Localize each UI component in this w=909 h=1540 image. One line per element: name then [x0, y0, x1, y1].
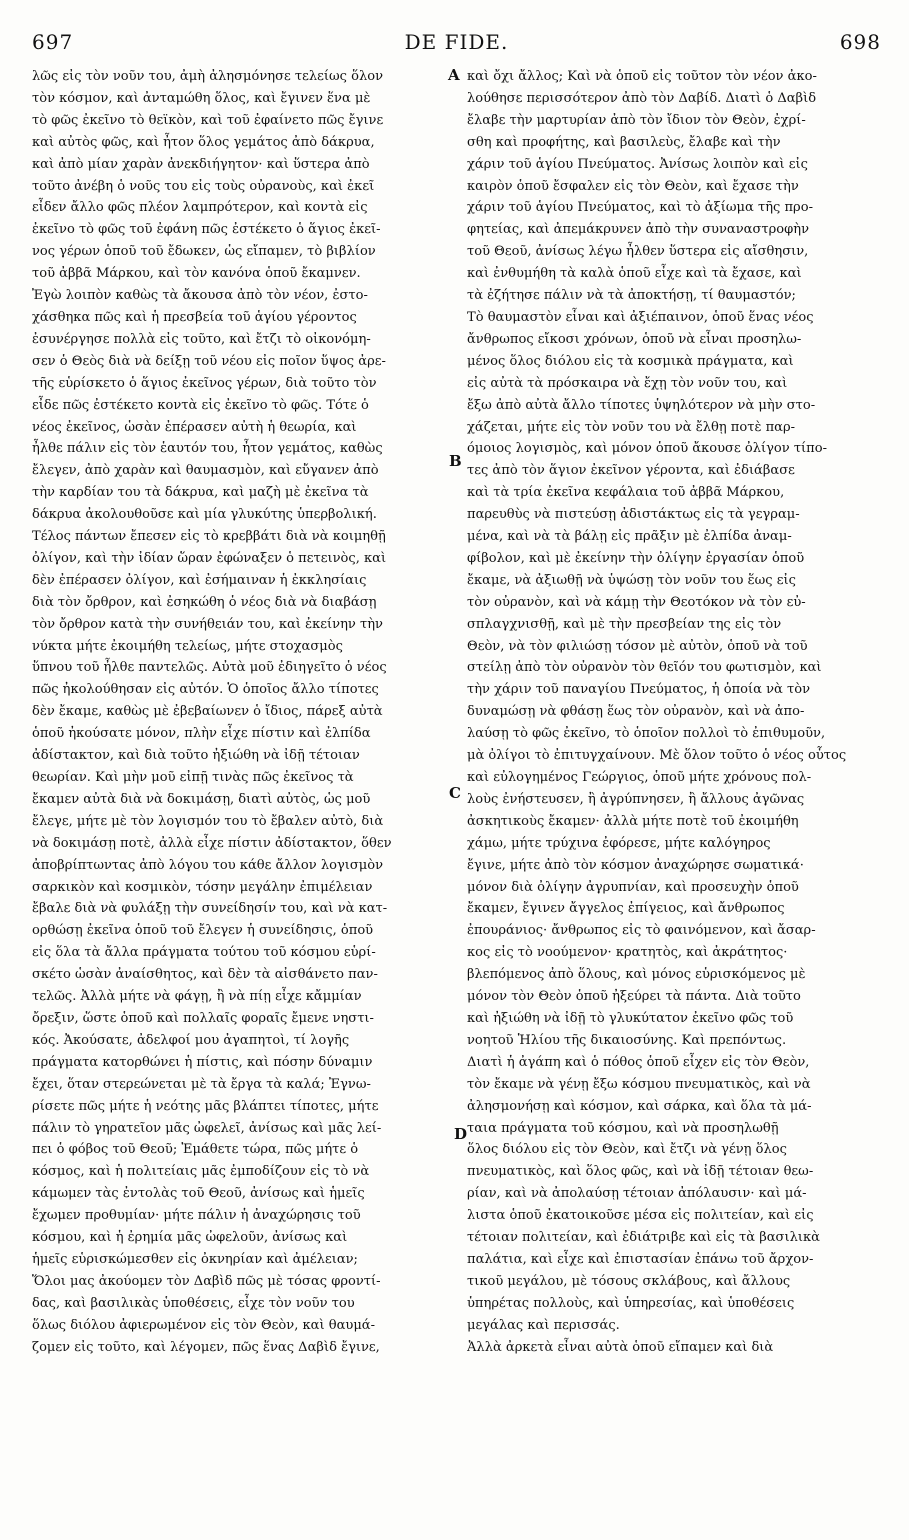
- text-line: ἔγινε, μήτε ἀπὸ τὸν κόσμον ἀναχώρησε σωματικά·: [467, 857, 804, 873]
- text-line: ἔκαμεν, ἔγινεν ἄγγελος ἐπίγειος, καὶ ἄνθρωπος: [467, 901, 785, 917]
- text-line: ἐσυνέργησε πολλὰ εἰς τοῦτο, καὶ ἔτζι τὸ οἰκονόμη-: [32, 331, 371, 347]
- text-line: Διατὶ ἡ ἀγάπη καὶ ὁ πόθος ὁποῦ εἶχεν εἰς τὸν Θεὸν,: [467, 1054, 810, 1070]
- text-line: μεγάλας καὶ περισσάς.: [467, 1317, 620, 1333]
- text-line: χάριν τοῦ ἁγίου Πνεύματος, καὶ τὸ ἀξίωμα τῆς προ-: [467, 200, 813, 216]
- text-line: κόσμος, καὶ ἡ πολιτείαις μᾶς ἐμποδίζουν εἰς τὸ νὰ: [32, 1164, 370, 1180]
- page-number-right: 698: [839, 30, 881, 54]
- margin-mark-c: C: [449, 784, 461, 802]
- text-line: ὅλως διόλου ἀφιερωμένον εἰς τὸν Θεὸν, καὶ θαυμά-: [32, 1317, 376, 1333]
- page-number-left: 697: [32, 30, 74, 54]
- text-line: τοῦτο ἀνέβη ὁ νοῦς του εἰς τοὺς οὐρανοὺς, καὶ ἐκεῖ: [32, 178, 375, 194]
- right-text-column: [467, 66, 881, 1358]
- text-line: ρίσετε πῶς μήτε ἡ νεότης μᾶς βλάπτει τίποτες, μήτε: [32, 1098, 379, 1114]
- text-line: κός. Ἀκούσατε, ἀδελφοί μου ἀγαπητοὶ, τί λογῆς: [32, 1032, 350, 1048]
- text-line: ἔκαμεν αὐτὰ διὰ νὰ δοκιμάσῃ, διατὶ αὐτὸς, ὡς μοῦ: [32, 791, 371, 807]
- text-line: Τὸ θαυμαστὸν εἶναι καὶ ἀξιέπαινον, ὁποῦ ἕνας νέος: [467, 309, 814, 325]
- text-line: τὸ φῶς ἐκεῖνο τὸ θεϊκὸν, καὶ τοῦ ἐφαίνετο πῶς ἔγινε: [32, 112, 384, 128]
- text-line: τῆς εὑρίσκετο ὁ ἅγιος ἐκεῖνος γέρων, διὰ τοῦτο τὸν: [32, 375, 377, 391]
- text-line: χάσθηκα πῶς καὶ ἡ πρεσβεία τοῦ ἁγίου γέροντος: [32, 309, 357, 325]
- text-line: πνευματικὸς, καὶ ὅλος φῶς, καὶ νὰ ἰδῇ τέτοιαν θεω-: [467, 1164, 814, 1180]
- text-line: φίβολον, καὶ μὲ ἐκείνην τὴν ὀλίγην ἐργασίαν ὁποῦ: [467, 550, 805, 566]
- text-line: λούθησε περισσότερον ἀπὸ τὸν Δαβίδ. Διατὶ ὁ Δαβὶδ: [467, 90, 817, 106]
- text-line: ζομεν εἰς τοῦτο, καὶ λέγομεν, πῶς ἕνας Δαβὶδ ἔγινε,: [32, 1339, 380, 1355]
- text-line: μόνον τὸν Θεὸν ὁποῦ ἠξεύρει τὰ πάντα. Διὰ τοῦτο: [467, 989, 801, 1005]
- text-line: τὸν ἔκαμε νὰ γένῃ ἔξω κόσμου πνευματικὸς, καὶ νὰ: [467, 1076, 811, 1092]
- text-line: ὕπνου τοῦ ἦλθε παντελῶς. Αὐτὰ μοῦ ἐδιηγεῖτο ὁ νέος: [32, 660, 387, 676]
- text-line: τελῶς. Ἀλλὰ μήτε νὰ φάγῃ, ἢ νὰ πίῃ εἶχε κἄμμίαν: [32, 989, 362, 1005]
- text-line: ἄνθρωπος εἴκοσι χρόνων, ὁποῦ νὰ εἶναι προσηλω-: [467, 331, 802, 347]
- text-line: ἀδίστακτον, καὶ διὰ τοῦτο ἠξιώθη νὰ ἰδῇ τέτοιαν: [32, 748, 360, 764]
- text-line: Ἐγὼ λοιπὸν καθὼς τὰ ἄκουσα ἀπὸ τὸν νέον, ἐστο-: [32, 288, 368, 304]
- text-line: παρευθὺς νὰ πιστεύσῃ ἀδιστάκτως εἰς τὰ γεγραμ-: [467, 507, 800, 523]
- text-line: ἔλεγε, μήτε μὲ τὸν λογισμόν του τὸ ἔβαλεν αὐτὸ, διὰ: [32, 813, 384, 829]
- text-line: ὁποῦ ἠκούσατε μόνον, πλὴν εἶχε πίστιν καὶ ἐλπίδα: [32, 726, 371, 742]
- text-line: τὴν χάριν τοῦ παναγίου Πνεύματος, ἡ ὁποία νὰ τὸν: [467, 682, 810, 698]
- margin-mark-a: A: [448, 66, 460, 84]
- text-line: Τέλος πάντων ἔπεσεν εἰς τὸ κρεββάτι διὰ νὰ κοιμηθῇ: [32, 529, 386, 545]
- text-line: δὲν ἔκαμε, καθὼς μὲ ἐβεβαίωνεν ὁ ἴδιος, πάρεξ αὐτὰ: [32, 704, 383, 720]
- text-line: χάμω, μήτε τρύχινα ἐφόρεσε, μήτε καλόγηρος: [467, 835, 771, 851]
- text-line: Ὅλοι μας ἀκούομεν τὸν Δαβὶδ πῶς μὲ τόσας φροντί-: [32, 1273, 381, 1289]
- margin-mark-b: B: [449, 452, 462, 470]
- text-line: κόσμου, καὶ ἡ ἐρημία μᾶς ὠφελοῦν, ἀνίσως καὶ: [32, 1230, 348, 1246]
- text-line: καὶ τὰ τρία ἐκεῖνα κεφάλαια τοῦ ἀββᾶ Μάρκου,: [467, 485, 785, 501]
- running-title: DE FIDE.: [404, 30, 509, 54]
- text-line: φητείας, καὶ ἀπεμάκρυνεν ἀπὸ τὴν συναναστροφὴν: [467, 222, 809, 238]
- text-line: ἀσκητικοὺς ἔκαμεν· ἀλλὰ μήτε ποτὲ τοῦ ἐκοιμήθη: [467, 813, 799, 829]
- text-line: εἶδεν ἄλλο φῶς πλέον λαμπρότερον, καὶ κοντὰ εἰς: [32, 200, 368, 216]
- text-line: καὶ ἠξιώθη νὰ ἰδῇ τὸ γλυκύτατον ἐκεῖνο φῶς τοῦ: [467, 1010, 794, 1026]
- text-line: πει ὁ φόβος τοῦ Θεοῦ; Ἐμάθετε τώρα, πῶς μήτε ὁ: [32, 1142, 359, 1158]
- text-line: εἰς αὐτὰ τὰ πρόσκαιρα νὰ ἔχῃ τὸν νοῦν του, καὶ: [467, 375, 788, 391]
- text-line: δας, καὶ βασιλικὰς ὑποθέσεις, εἶχε τὸν νοῦν του: [32, 1295, 355, 1311]
- text-line: καὶ ἐνθυμήθη τὰ καλὰ ὁποῦ εἶχε καὶ τὰ ἔχασε, καὶ: [467, 266, 802, 282]
- text-line: ἔβαλε διὰ νὰ φυλάξῃ τὴν συνείδησίν του, καὶ νὰ κατ-: [32, 901, 388, 917]
- text-line: τὴν καρδίαν του τὰ δάκρυα, καὶ μαζὴ μὲ ἐκεῖνα τὰ: [32, 485, 369, 501]
- text-line: όμοιος λογισμὸς, καὶ μόνον ὁποῦ ἄκουσε ὀλίγον τίπο-: [467, 441, 827, 457]
- text-line: λῶς εἰς τὸν νοῦν του, ἀμὴ ἀλησμόνησε τελείως ὅλον: [32, 69, 384, 84]
- text-line: χάριν τοῦ ἁγίου Πνεύματος. Ἀνίσως λοιπὸν καὶ εἰς: [467, 156, 808, 172]
- margin-mark-d: D: [454, 1125, 468, 1143]
- text-line: ταια πράγματα τοῦ κόσμου, καὶ νὰ προσηλωθῇ: [467, 1120, 779, 1136]
- text-line: ἀποβρίπτωντας ἀπὸ λόγου του κάθε ἄλλον λογισμὸν: [32, 857, 384, 873]
- page-header: [32, 30, 881, 60]
- text-line: νοητοῦ Ἡλίου τῆς δικαιοσύνης. Καὶ πρεπόντως.: [467, 1032, 787, 1048]
- text-line: τέτοιαν πολιτείαν, καὶ ἐδιάτριβε καὶ εἰς τὰ βασιλικὰ: [467, 1230, 820, 1246]
- text-line: τὸν ὄρθρον κατὰ τὴν συνήθειάν του, καὶ ἐκείνην τὴν: [32, 616, 383, 632]
- text-line: καὶ ἀπὸ μίαν χαρὰν ἀνεκδιήγητον· καὶ ὕστερα ἀπὸ: [32, 156, 370, 172]
- text-line: ἔχει, ὅταν στερεώνεται μὲ τὰ ἔργα τὰ καλά; Ἐγνω-: [32, 1076, 371, 1092]
- text-line: μένα, καὶ νὰ τὰ βάλῃ εἰς πρᾶξιν μὲ ἐλπίδα ἀναμ-: [467, 529, 792, 545]
- text-line: δάκρυα ἀκολουθοῦσε καὶ μία γλυκύτης ὑπερβολική.: [32, 507, 377, 523]
- text-line: τοῦ ἀββᾶ Μάρκου, καὶ τὸν κανόνα ὁποῦ ἔκαμνεν.: [32, 266, 361, 282]
- text-line: Θεὸν, νὰ τὸν φιλιώσῃ τόσον μὲ αὐτὸν, ὁποῦ νὰ τοῦ: [467, 638, 808, 654]
- text-line: παλάτια, καὶ εἶχε καὶ ἐπιστασίαν ἐπάνω τοῦ ἄρχον-: [467, 1251, 814, 1267]
- text-line: ὑπηρέτας πολλοὺς, καὶ ὑπηρεσίας, καὶ ὑποθέσεις: [467, 1295, 795, 1311]
- text-line: μένος ὅλος διόλου εἰς τὰ κοσμικὰ πράγματα, καὶ: [467, 353, 794, 369]
- text-line: στείλῃ ἀπὸ τὸν οὐρανὸν τὸν θεῖόν του φωτισμὸν, καὶ: [467, 660, 822, 676]
- text-line: τὰ ἐζήτησε πάλιν νὰ τὰ ἀποκτήσῃ, τί θαυμαστόν;: [467, 288, 796, 304]
- text-line: ἐκεῖνο τὸ φῶς τοῦ ἐφάνη πῶς ἐστέκετο ὁ ἅγιος ἐκεῖ-: [32, 222, 381, 238]
- text-line: ὄρεξιν, ὥστε ὁποῦ καὶ πολλαῖς φοραῖς ἔμενε νηστι-: [32, 1010, 374, 1026]
- text-line: κος εἰς τὸ νοούμενον· κρατητὸς, καὶ ἀκράτητος·: [467, 945, 788, 961]
- text-line: σπλαγχνισθῇ, καὶ μὲ τὴν πρεσβείαν της εἰς τὸν: [467, 616, 782, 632]
- text-line: νὰ δοκιμάσῃ ποτὲ, ἀλλὰ εἶχε πίστιν ἀδίστακτον, ὅθεν: [32, 835, 392, 851]
- text-line: ἦλθε πάλιν εἰς τὸν ἑαυτόν του, ἦτον γεμάτος, καθὼς: [32, 441, 383, 457]
- text-line: καὶ εὐλογημένος Γεώργιος, ὁποῦ μήτε χρόνους πολ-: [467, 770, 812, 785]
- text-line: μόνον διὰ ὀλίγην ἀγρυπνίαν, καὶ προσευχὴν ὁποῦ: [467, 879, 799, 895]
- text-line: καὶ ὄχι ἄλλος; Καὶ νὰ ὁποῦ εἰς τοῦτον τὸν νέον ἀκο-: [467, 69, 817, 84]
- text-line: εἰς ὅλα τὰ ἄλλα πράγματα τούτου τοῦ κόσμου εὑρί-: [32, 945, 376, 961]
- text-line: λιστα ὁποῦ ἐκατοικοῦσε μέσα εἰς πολιτείαν, καὶ εἰς: [467, 1208, 814, 1224]
- text-line: ἔλεγεν, ἀπὸ χαρὰν καὶ θαυμασμὸν, καὶ εὔγανεν ἀπὸ: [32, 463, 379, 479]
- text-line: λοὺς ἐνήστευσεν, ἢ ἀγρύπνησεν, ἢ ἄλλους ἀγῶνας: [467, 791, 805, 807]
- text-line: νος γέρων ὁποῦ τοῦ ἔδωκεν, ὡς εἴπαμεν, τὸ βιβλίον: [32, 244, 376, 260]
- text-line: βλεπόμενος ἀπὸ ὅλους, καὶ μόνος εὑρισκόμενος μὲ: [467, 967, 806, 983]
- text-line: ὀλίγον, καὶ τὴν ἰδίαν ὥραν ἐφώναξεν ὁ πετεινὸς, καὶ: [32, 550, 387, 566]
- text-line: ἡμεῖς εὑρισκώμεσθεν εἰς ὀκνηρίαν καὶ ἀμέλειαν;: [32, 1251, 358, 1267]
- text-line: σαρκικὸν καὶ κοσμικὸν, τόσην μεγάλην ἐπιμέλειαν: [32, 879, 373, 895]
- text-line: νέος ἐκεῖνος, ὡσὰν ἐπέρασεν αὐτὴ ἡ θεωρία, καὶ: [32, 419, 357, 435]
- text-line: ἔκαμε, νὰ ἀξιωθῇ νὰ ὑψώσῃ τὸν νοῦν του ἕως εἰς: [467, 572, 796, 588]
- text-line: διὰ τὸν ὄρθρον, καὶ ἐσηκώθη ὁ νέος διὰ νὰ διαβάσῃ: [32, 594, 377, 610]
- text-line: κάμωμεν τὰς ἐντολὰς τοῦ Θεοῦ, ἀνίσως καὶ ἡμεῖς: [32, 1186, 365, 1202]
- text-line: χάζεται, μήτε εἰς τὸν νοῦν του νὰ ἔλθῃ ποτὲ παρ-: [467, 419, 796, 435]
- text-line: ἀλησμονήσῃ καὶ κόσμον, καὶ σάρκα, καὶ ὅλα τὰ μά-: [467, 1098, 812, 1114]
- text-line: ἔλαβε τὴν μαρτυρίαν ἀπὸ τὸν ἴδιον τὸν Θεὸν, ἐχρί-: [467, 112, 806, 128]
- text-line: τες ἀπὸ τὸν ἅγιον ἐκεῖνον γέροντα, καὶ ἐδιάβασε: [467, 463, 795, 479]
- text-line: ρίαν, καὶ νὰ ἀπολαύσῃ τέτοιαν ἀπόλαυσιν· καὶ μά-: [467, 1186, 807, 1202]
- text-line: ἐπουράνιος· ἄνθρωπος εἰς τὸ φαινόμενον, καὶ ἄσαρ-: [467, 923, 816, 939]
- text-line: ἔχωμεν προθυμίαν· μήτε πάλιν ἡ ἀναχώρησις τοῦ: [32, 1208, 361, 1224]
- text-line: λαύσῃ τὸ φῶς ἐκεῖνο, τὸ ὁποῖον πολλοὶ τὸ ἐπιθυμοῦν,: [467, 726, 826, 742]
- text-line: καιρὸν ὁποῦ ἔσφαλεν εἰς τὸν Θεὸν, καὶ ἔχασε τὴν: [467, 178, 799, 194]
- text-line: τοῦ Θεοῦ, ἀνίσως λέγω ἦλθεν ὕστερα εἰς αἴσθησιν,: [467, 244, 809, 260]
- text-line: μὰ ὀλίγοι τὸ ἐπιτυγχαίνουν. Μὲ ὅλον τοῦτο ὁ νέος οὗτος: [467, 748, 847, 764]
- text-line: καὶ αὐτὸς φῶς, καὶ ἦτον ὅλος γεμάτος ἀπὸ δάκρυα,: [32, 134, 375, 150]
- left-text-column: [32, 66, 462, 1358]
- text-line: πῶς ἠκολούθησαν εἰς αὐτόν. Ὁ ὁποῖος ἄλλο τίποτες: [32, 682, 379, 698]
- text-line: τικοῦ μεγάλου, μὲ τόσους σκλάβους, καὶ ἄλλους: [467, 1273, 791, 1289]
- text-line: νύκτα μήτε ἐκοιμήθη τελείως, μήτε στοχασμὸς: [32, 638, 343, 654]
- text-line: σεν ὁ Θεὸς διὰ νὰ δείξῃ τοῦ νέου εἰς ποῖον ὕψος ἀρε-: [32, 353, 386, 369]
- text-line: σκέτο ὡσὰν ἀναίσθητος, καὶ δὲν τὰ αἰσθάνετο παν-: [32, 967, 378, 983]
- text-line: σθη καὶ προφήτης, καὶ βασιλεὺς, ἔλαβε καὶ τὴν: [467, 134, 781, 150]
- text-line: πάλιν τὸ γηρατεῖον μᾶς ὠφελεῖ, ἀνίσως καὶ μᾶς λεί-: [32, 1120, 382, 1136]
- text-line: πράγματα κατορθώνει ἡ πίστις, καὶ πόσην δύναμιν: [32, 1054, 373, 1070]
- text-line: ἔξω ἀπὸ αὐτὰ ἄλλο τίποτες ὑψηλότερον νὰ μὴν στο-: [467, 397, 816, 413]
- text-line: ορθώσῃ ἐκεῖνα ὁποῦ τοῦ ἔλεγεν ἡ συνείδησις, ὁποῦ: [32, 923, 374, 939]
- text-line: δὲν ἐπέρασεν ὀλίγον, καὶ ἐσήμαιναν ἡ ἐκκλησίαις: [32, 572, 367, 588]
- text-line: ὅλος διόλου εἰς τὸν Θεὸν, καὶ ἔτζι νὰ γένῃ ὅλος: [467, 1142, 787, 1158]
- text-line: τὸν κόσμον, καὶ ἀνταμώθη ὅλος, καὶ ἔγινεν ἕνα μὲ: [32, 90, 371, 106]
- text-line: δυναμώσῃ νὰ φθάσῃ ἕως τὸν οὐρανὸν, καὶ νὰ ἀπο-: [467, 704, 805, 720]
- text-line: θεωρίαν. Καὶ μὴν μοῦ εἰπῇ τινὰς πῶς ἐκεῖνος τὰ: [32, 770, 354, 785]
- text-line: τὸν οὐρανὸν, καὶ νὰ κάμῃ τὴν Θεοτόκον νὰ τὸν εὐ-: [467, 594, 806, 610]
- text-line: εἶδε πῶς ἐστέκετο κοντὰ εἰς ἐκεῖνο τὸ φῶς. Τότε ὁ: [32, 397, 369, 413]
- text-line: Ἀλλὰ ἀρκετὰ εἶναι αὐτὰ ὁποῦ εἴπαμεν καὶ διὰ: [467, 1339, 774, 1355]
